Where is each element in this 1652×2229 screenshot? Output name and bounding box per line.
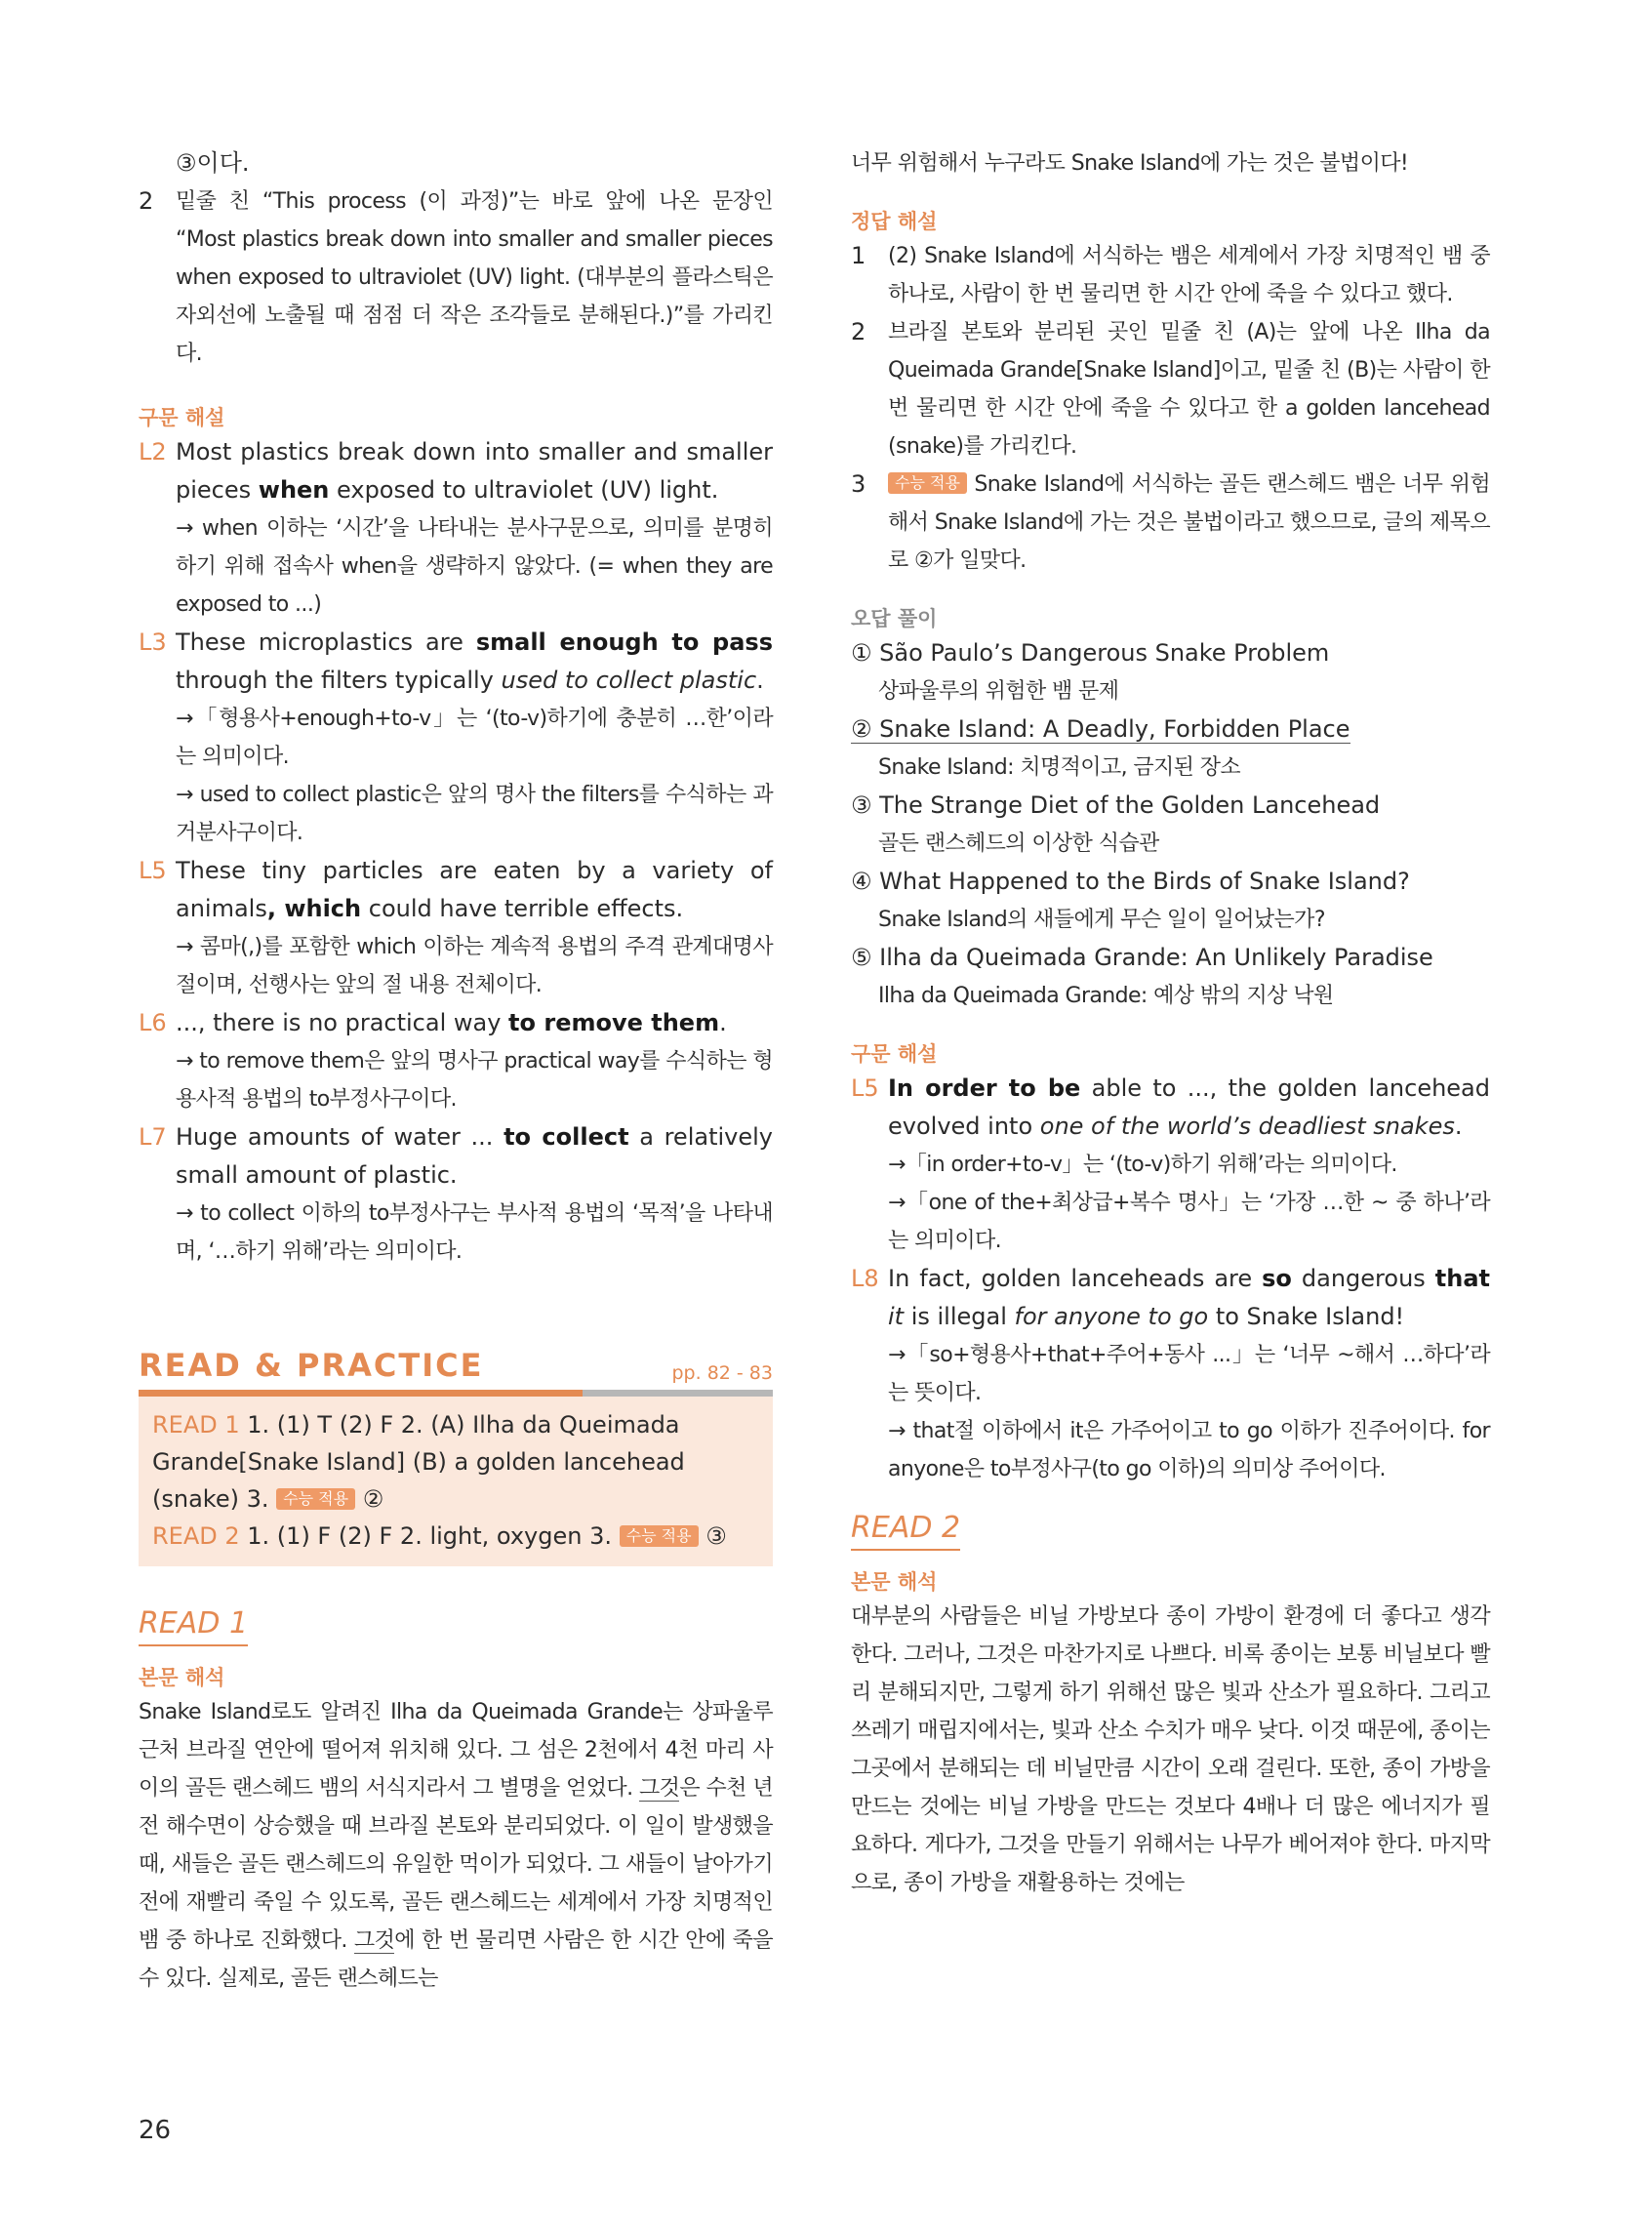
syntax-note: →「so+형용사+that+주어+동사 ...」는 ‘너무 ~해서 …하다’라는 뜻이다. xyxy=(888,1343,1490,1405)
syntax-note: → when 이하는 ‘시간’을 나타내는 분사구문으로, 의미를 분명히 하기 위해 접속사 when을 생략하지 않았다. (= when they are exposed to ...) xyxy=(176,516,773,617)
syntax-heading: 구문 해설 xyxy=(851,1042,938,1066)
item-number: 2 xyxy=(851,318,866,345)
option-korean: 골든 랜스헤드의 이상한 식습관 xyxy=(878,831,1159,856)
sentence-part: exposed to ultraviolet (UV) light. xyxy=(329,476,719,504)
item-number: 2 xyxy=(139,187,153,215)
bold-phrase: In order to be xyxy=(888,1074,1081,1102)
answer-key-box xyxy=(139,1397,773,1566)
sentence-part: through the filters typically xyxy=(176,667,502,694)
option-item xyxy=(851,710,1490,787)
read1-answers xyxy=(152,1406,759,1518)
sentence-part: a relatively small amount of plastic. xyxy=(176,1123,773,1189)
underlined-word: 그것 xyxy=(639,1776,680,1801)
sentence-part: could have terrible effects. xyxy=(361,895,684,922)
translation-text: 은 수천 년 전 해수면이 상승했을 때 브라질 본토와 분리되었다. 이 일이 발생했을 때, 새들은 골든 랜스헤드의 유일한 먹이가 되었다. 그 새들이 날아가기 전에 재빨리 죽일 수 있도록, 골든 랜스헤드는 세계에서 가장 치명적인 뱀 중 하나로 진화했다. xyxy=(139,1776,773,1953)
option-english: ① São Paulo’s Dangerous Snake Problem xyxy=(851,639,1330,667)
item-text: Snake Island에 서식하는 골든 랜스헤드 뱀은 너무 위험해서 Snake Island에 가는 것은 불법이라고 했으므로, 글의 제목으로 ②가 일맞다. xyxy=(888,472,1490,573)
syntax-note: → used to collect plastic은 앞의 명사 the filters를 수식하는 과거분사구이다. xyxy=(176,783,773,845)
option-item xyxy=(851,863,1490,939)
italic-phrase: one of the world’s deadliest snakes xyxy=(1039,1113,1455,1140)
continued-line: ③이다. xyxy=(176,149,250,177)
read1-translation xyxy=(139,1693,773,1998)
syntax-L6 xyxy=(139,1004,773,1118)
option-korean: 상파울루의 위험한 뱀 문제 xyxy=(878,679,1119,704)
translation-heading: 본문 해석 xyxy=(851,1570,938,1594)
sentence-part: Huge amounts of water ... xyxy=(176,1123,504,1151)
left-column xyxy=(139,144,773,1998)
translation-text: 에 한 번 물리면 사람은 한 시간 안에 죽을 수 있다. 실제로, 골든 랜스헤드는 xyxy=(139,1928,773,1991)
syntax-note: → 콤마(,)를 포함한 which 이하는 계속적 용법의 주격 관계대명사절이며, 선행사는 앞의 절 내용 전체이다. xyxy=(176,935,773,997)
sentence-part: . xyxy=(756,667,764,694)
line-label: L2 xyxy=(139,438,167,466)
right-column xyxy=(851,144,1490,1902)
option-item xyxy=(851,939,1490,1015)
answer-text: 1. (1) T (2) F 2. (A) Ilha da Queimada Grande[Snake Island] (B) a golden lancehead (snake) 3. xyxy=(152,1411,685,1513)
syntax-note: → to collect 이하의 to부정사구는 부사적 용법의 ‘목적’을 나타내며, ‘…하기 위해’라는 의미이다. xyxy=(176,1201,773,1264)
answer-text: ② xyxy=(362,1485,384,1513)
italic-phrase: used to collect plastic xyxy=(501,667,757,694)
read1-heading: READ 1 xyxy=(139,1605,248,1646)
answer-item-3 xyxy=(851,466,1490,580)
syntax-L5 xyxy=(139,852,773,1004)
read2-heading: READ 2 xyxy=(851,1510,960,1551)
translation-text: Snake Island로도 알려진 Ilha da Queimada Grande는 상파울루 근처 브라질 연안에 떨어져 위치해 있다. 그 섬은 2천에서 4천 마리 사이의 골든 랜스헤드 뱀의 서식지라서 그 별명을 얻었다. xyxy=(139,1700,773,1801)
syntax-L2 xyxy=(139,433,773,624)
sentence-part: These tiny particles are eaten by a variety of animals xyxy=(176,857,773,922)
italic-phrase: for anyone to go xyxy=(1014,1303,1209,1330)
sentence-part: In fact, golden lanceheads are xyxy=(888,1265,1263,1292)
option-list xyxy=(851,634,1490,1015)
answer-text: 1. (1) F (2) F 2. light, oxygen 3. xyxy=(247,1522,612,1550)
syntax-note: →「one of the+최상급+복수 명사」는 ‘가장 …한 ~ 중 하나’라는 의미이다. xyxy=(888,1191,1490,1253)
translation-heading: 본문 해석 xyxy=(139,1666,225,1689)
read-practice-title: READ & PRACTICE xyxy=(139,1347,484,1384)
line-label: L7 xyxy=(139,1123,167,1151)
syntax-note: →「in order+to-v」는 ‘(to-v)하기 위해’라는 의미이다. xyxy=(888,1153,1397,1177)
line-label: L3 xyxy=(139,628,167,656)
answer-label: READ 1 xyxy=(152,1411,240,1439)
syntax-L8 xyxy=(851,1260,1490,1488)
italic-phrase: it xyxy=(888,1303,905,1330)
answer-text: ③ xyxy=(705,1522,727,1550)
wrong-answer-heading: 오답 풀이 xyxy=(851,607,938,630)
bold-phrase: when xyxy=(258,476,330,504)
syntax-note: → to remove them은 앞의 명사구 practical way를 수식하는 형용사적 용법의 to부정사구이다. xyxy=(176,1049,773,1112)
sentence-part: able to ..., the golden lancehead evolved into xyxy=(888,1074,1490,1140)
syntax-note: →「형용사+enough+to-v」는 ‘(to-v)하기에 충분히 …한’이라는 의미이다. xyxy=(176,707,773,769)
bold-phrase: , which xyxy=(266,895,362,922)
sentence-part: These microplastics are xyxy=(176,628,476,656)
sentence-part: Most plastics break down into smaller and smaller pieces xyxy=(176,438,773,504)
option-english: ⑤ Ilha da Queimada Grande: An Unlikely Paradise xyxy=(851,944,1433,971)
line-label: L5 xyxy=(851,1074,879,1102)
bold-phrase: to remove them xyxy=(508,1009,720,1036)
item-number: 1 xyxy=(851,242,866,269)
item-number: 3 xyxy=(851,470,866,498)
syntax-L5 xyxy=(851,1070,1490,1260)
line-label: L8 xyxy=(851,1265,879,1292)
option-item xyxy=(851,634,1490,710)
item-text: 브라질 본토와 분리된 곳인 밑줄 친 (A)는 앞에 나온 Ilha da Queimada Grande[Snake Island]이고, 밑줄 친 (B)는 사람이 한 번 물리면 한 시간 안에 죽을 수 있다고 한 a golden lancehead (snake)를 가리킨다. xyxy=(888,320,1490,459)
suneung-badge: 수능 적용 xyxy=(276,1488,355,1510)
bold-phrase: so xyxy=(1262,1265,1292,1292)
answer-heading: 정답 해설 xyxy=(851,210,938,233)
syntax-heading: 구문 해설 xyxy=(139,406,225,429)
sentence-part: . xyxy=(719,1009,727,1036)
syntax-L3 xyxy=(139,624,773,852)
suneung-badge: 수능 적용 xyxy=(620,1525,699,1547)
answer-item-1 xyxy=(851,237,1490,313)
sentence-part: to Snake Island! xyxy=(1208,1303,1405,1330)
read2-translation: 대부분의 사람들은 비닐 가방보다 종이 가방이 환경에 더 좋다고 생각한다. 그러나, 그것은 마찬가지로 나쁘다. 비록 종이는 보통 비닐보다 빨리 분해되지만, 그렇게 하기 위해선 많은 빛과 산소가 필요하다. 그리고 쓰레기 매립지에서는, 빛과 산소 수치가 매우 낮다. 이것 때문에, 종이는 그곳에서 분해되는 데 비닐만큼 시간이 오래 걸린다. 또한, 종이 가방을 만드는 것에는 비닐 가방을 만드는 것보다 4배나 더 많은 에너지가 필요하다. 게다가, 그것을 만들기 위해서는 나무가 베어져야 한다. 마지막으로, 종이 가방을 재활용하는 것에는 xyxy=(851,1604,1490,1895)
item-text: 밑줄 친 “This process (이 과정)”는 바로 앞에 나온 문장인 “Most plastics break down into smaller and smaller pieces when exposed to ultraviolet (UV) light. (대부분의 플라스틱은 자외선에 노출될 때 점점 더 작은 조각들로 분해된다.)”를 가리킨다. xyxy=(176,189,773,366)
option-item xyxy=(851,787,1490,863)
option-english-correct: ② Snake Island: A Deadly, Forbidden Place xyxy=(851,715,1350,743)
sentence-part: ..., there is no practical way xyxy=(176,1009,509,1036)
syntax-L7 xyxy=(139,1118,773,1271)
page-number: 26 xyxy=(139,2116,172,2145)
sentence-part: dangerous xyxy=(1291,1265,1435,1292)
explanation-item-2 xyxy=(139,182,773,373)
item-text: (2) Snake Island에 서식하는 뱀은 세계에서 가장 치명적인 뱀 중 하나로, 사람이 한 번 물리면 한 시간 안에 죽을 수 있다고 했다. xyxy=(888,244,1490,306)
line-label: L6 xyxy=(139,1009,167,1036)
answer-label: READ 2 xyxy=(152,1522,240,1550)
read2-answers xyxy=(152,1518,759,1555)
continued-line: 너무 위험해서 누구라도 Snake Island에 가는 것은 불법이다! xyxy=(851,151,1409,176)
read-practice-section xyxy=(139,1347,773,1566)
option-korean: Snake Island: 치명적이고, 금지된 장소 xyxy=(878,755,1241,780)
sentence-part: is illegal xyxy=(904,1303,1015,1330)
bold-phrase: to collect xyxy=(504,1123,629,1151)
syntax-note: → that절 이하에서 it은 가주어이고 to go 이하가 진주어이다. for anyone은 to부정사구(to go 이하)의 의미상 주어이다. xyxy=(888,1419,1490,1481)
option-korean: Snake Island의 새들에게 무슨 일이 일어났는가? xyxy=(878,908,1325,932)
title-divider-bar xyxy=(139,1390,773,1397)
bold-phrase: that xyxy=(1434,1265,1490,1292)
sentence-part: . xyxy=(1454,1113,1463,1140)
page-range: pp. 82 - 83 xyxy=(671,1362,773,1384)
option-english: ③ The Strange Diet of the Golden Lancehead xyxy=(851,791,1381,819)
underlined-word: 그것 xyxy=(353,1928,395,1953)
bold-phrase: small enough to pass xyxy=(475,628,773,656)
option-korean: Ilha da Queimada Grande: 예상 밖의 지상 낙원 xyxy=(878,984,1334,1008)
option-english: ④ What Happened to the Birds of Snake Island? xyxy=(851,868,1410,895)
line-label: L5 xyxy=(139,857,167,884)
answer-item-2 xyxy=(851,313,1490,466)
suneung-badge: 수능 적용 xyxy=(888,472,967,494)
